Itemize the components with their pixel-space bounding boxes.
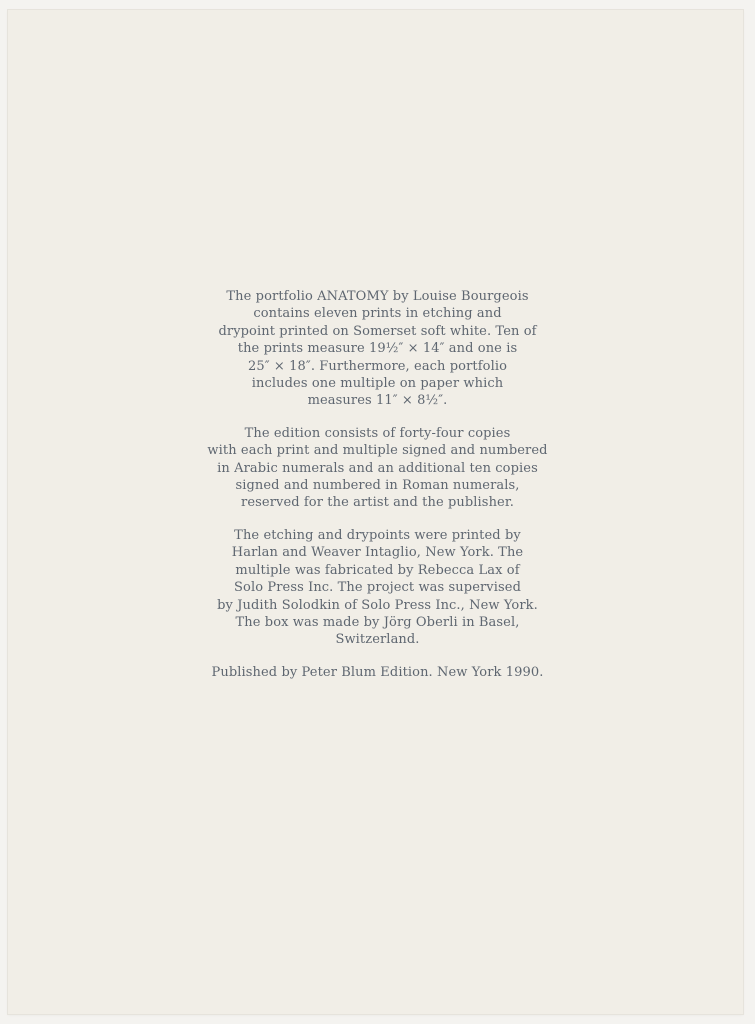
text-line: The etching and drypoints were printed by: [234, 527, 521, 543]
paragraph-portfolio-description: [0, 288, 755, 410]
text-line: drypoint printed on Somerset soft white. Ten of: [218, 323, 537, 339]
text-line: reserved for the artist and the publisher.: [241, 495, 514, 511]
text-line: includes one multiple on paper which: [251, 376, 504, 392]
text-line: with each print and multiple signed and numbered: [207, 443, 548, 459]
text-line: The edition consists of forty-four copies: [244, 425, 511, 441]
text-line: signed and numbered in Roman numerals,: [235, 478, 520, 494]
paragraph-publisher: [0, 664, 755, 681]
text-line: the prints measure 19½″ × 14″ and one is: [237, 341, 518, 357]
text-line: measures 11″ × 8½″.: [307, 393, 448, 409]
text-line: multiple was fabricated by Rebecca Lax of: [235, 562, 520, 578]
text-line: Harlan and Weaver Intaglio, New York. The: [231, 545, 524, 561]
text-line: by Judith Solodkin of Solo Press Inc., New York.: [217, 597, 538, 613]
text-line: Solo Press Inc. The project was supervised: [234, 580, 521, 596]
text-line: 25″ × 18″. Furthermore, each portfolio: [247, 358, 508, 374]
paragraph-edition: [0, 425, 755, 512]
paragraph-printing-credits: [0, 527, 755, 649]
text-line: contains eleven prints in etching and: [253, 306, 502, 322]
colophon-text: [0, 288, 755, 696]
text-line: Published by Peter Blum Edition. New York 1990.: [211, 664, 544, 680]
text-line: The portfolio ANATOMY by Louise Bourgeois: [226, 289, 529, 304]
text-line: Switzerland.: [335, 632, 420, 648]
text-line: in Arabic numerals and an additional ten copies: [217, 460, 538, 476]
text-line: The box was made by Jörg Oberli in Basel,: [235, 614, 520, 630]
